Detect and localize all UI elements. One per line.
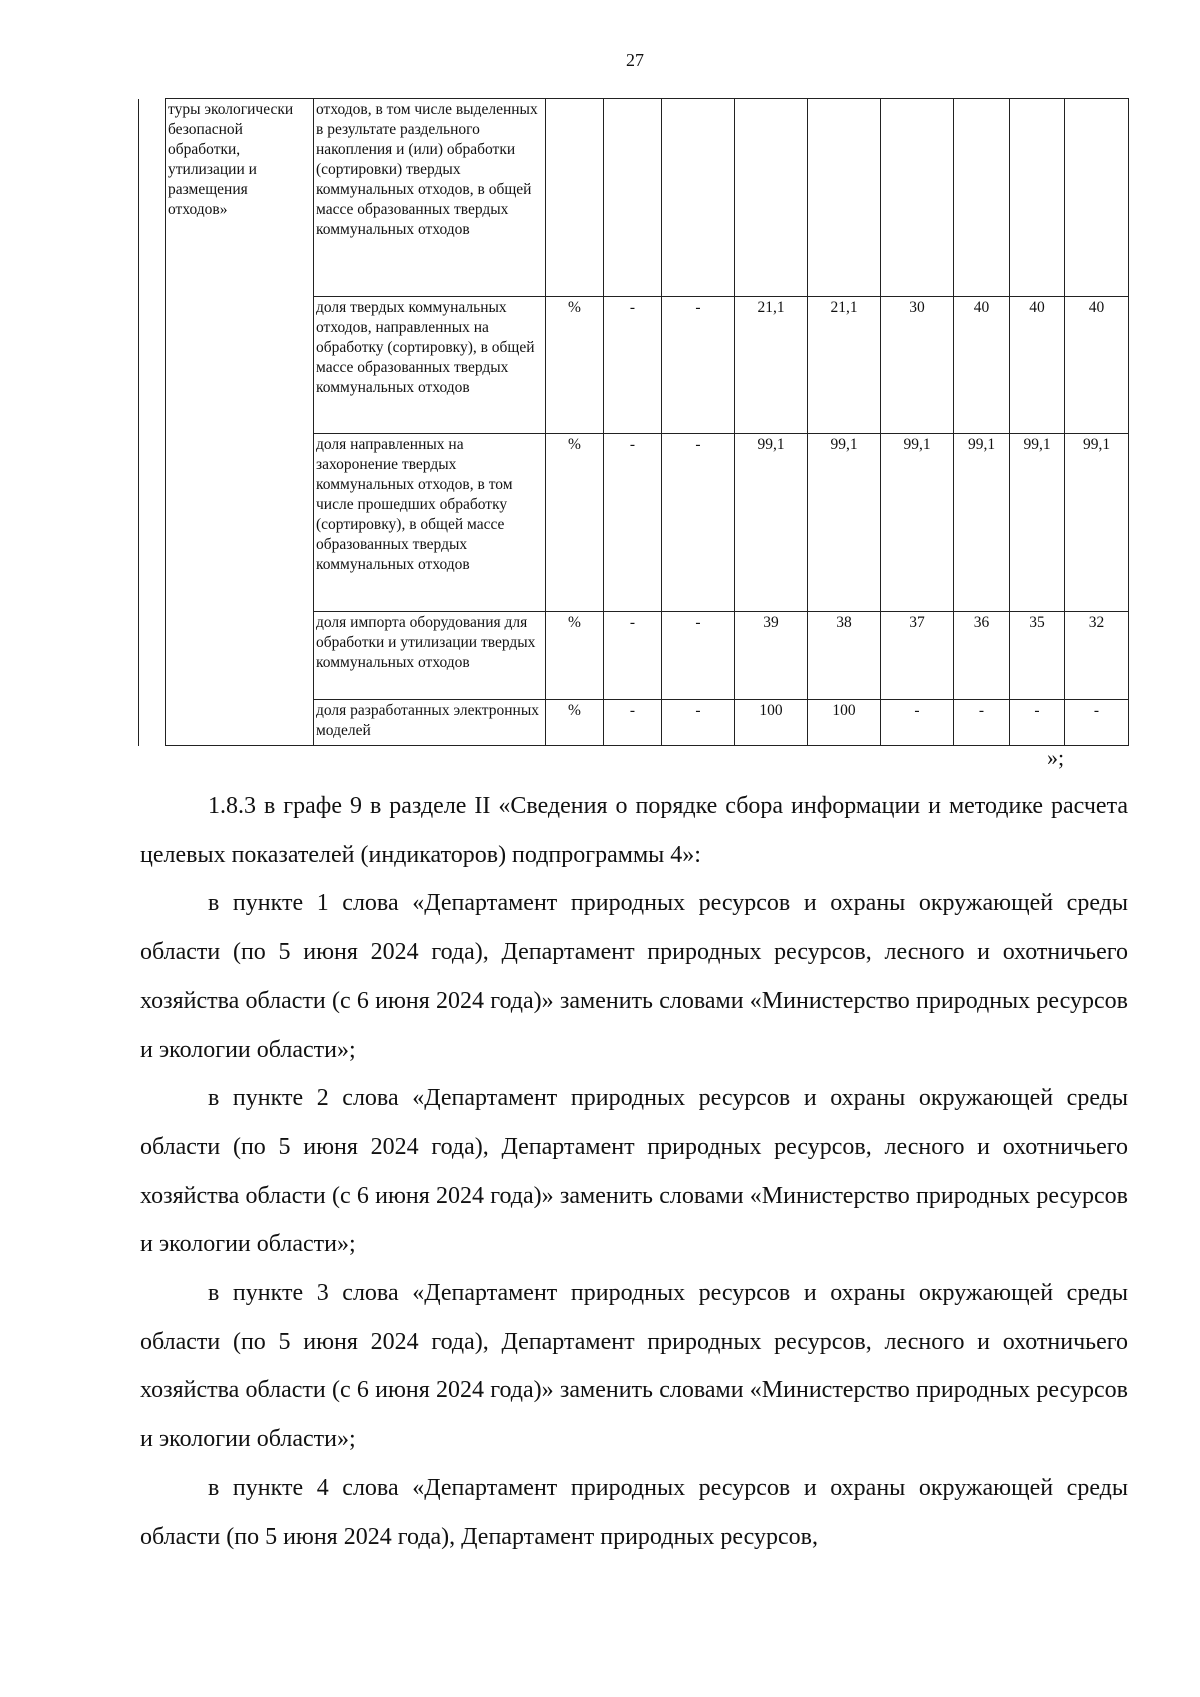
program-cell: туры экологически безопасной обработки, утилизации и размещения отходов» [166, 99, 314, 746]
indicator-value: 99,1 [881, 434, 954, 612]
indicator-value: 21,1 [735, 297, 808, 434]
indicator-value: - [662, 700, 735, 746]
indicators-table [138, 98, 1129, 746]
indicator-value: 39 [735, 612, 808, 700]
indicator-value: - [604, 612, 662, 700]
indicator-value: - [604, 297, 662, 434]
indicator-value: 35 [1010, 612, 1065, 700]
indicators-table-wrap [138, 98, 1128, 746]
indicator-value: 40 [1010, 297, 1065, 434]
indicator-value: 100 [808, 700, 881, 746]
indicator-value: 99,1 [735, 434, 808, 612]
indicator-unit: % [546, 700, 604, 746]
paragraph-item-1: в пункте 1 слова «Департамент природных ресурсов и охраны окружающей среды области (по 5 июня 2024 года), Департамент природных ресурсов, лесного и охотничьего хозяйства области (с 6 июня 2024 года)» заменить словами «Министерство природных ресурсов и экологии области»; [140, 890, 1128, 1063]
indicator-value [881, 99, 954, 297]
indicator-value [735, 99, 808, 297]
indicator-value: 38 [808, 612, 881, 700]
indicator-name: доля разработанных электронных моделей [314, 700, 546, 746]
table-row [139, 99, 1129, 297]
indicator-value: - [662, 434, 735, 612]
indicator-value: - [662, 297, 735, 434]
indicator-value: 32 [1065, 612, 1129, 700]
body-text [140, 782, 1128, 1561]
indicator-value: 99,1 [1010, 434, 1065, 612]
indicator-value [1010, 99, 1065, 297]
indicator-unit [546, 99, 604, 297]
indicator-unit: % [546, 434, 604, 612]
indicator-value: - [604, 700, 662, 746]
indicator-value: 30 [881, 297, 954, 434]
indicator-value [604, 99, 662, 297]
indicator-name: отходов, в том числе выделенных в результате раздельного накопления и (или) обработки (сортировки) твердых коммунальных отходов, в общей массе образованных твердых коммунальных отходов [314, 99, 546, 297]
indicator-unit: % [546, 297, 604, 434]
indicator-value: - [1010, 700, 1065, 746]
indicator-value: - [881, 700, 954, 746]
indicator-value: 36 [954, 612, 1010, 700]
indicator-value: 99,1 [954, 434, 1010, 612]
indicator-value [1065, 99, 1129, 297]
indicator-name: доля твердых коммунальных отходов, направленных на обработку (сортировку), в общей массе образованных твердых коммунальных отходов [314, 297, 546, 434]
paragraph-item-2: в пункте 2 слова «Департамент природных ресурсов и охраны окружающей среды области (по 5 июня 2024 года), Департамент природных ресурсов, лесного и охотничьего хозяйства области (с 6 июня 2024 года)» заменить словами «Министерство природных ресурсов и экологии области»; [140, 1085, 1128, 1258]
indicator-value: 100 [735, 700, 808, 746]
indicator-unit: % [546, 612, 604, 700]
indicator-value: 21,1 [808, 297, 881, 434]
indicator-value: - [662, 612, 735, 700]
page-number: 27 [626, 50, 644, 70]
blank-first-column [139, 99, 166, 746]
paragraph-item-4: в пункте 4 слова «Департамент природных ресурсов и охраны окружающей среды области (по 5 июня 2024 года), Департамент природных ресурсов, [140, 1474, 1128, 1550]
paragraph-item-3: в пункте 3 слова «Департамент природных ресурсов и охраны окружающей среды области (по 5 июня 2024 года), Департамент природных ресурсов, лесного и охотничьего хозяйства области (с 6 июня 2024 года)» заменить словами «Министерство природных ресурсов и экологии области»; [140, 1280, 1128, 1453]
indicator-value: 99,1 [1065, 434, 1129, 612]
indicator-value [954, 99, 1010, 297]
indicator-value: 40 [954, 297, 1010, 434]
indicator-name: доля импорта оборудования для обработки и утилизации твердых коммунальных отходов [314, 612, 546, 700]
indicator-value: - [1065, 700, 1129, 746]
indicator-value [808, 99, 881, 297]
indicator-value: 99,1 [808, 434, 881, 612]
indicator-value: - [604, 434, 662, 612]
closing-quote: »; [1047, 745, 1065, 770]
indicator-value: - [954, 700, 1010, 746]
indicator-name: доля направленных на захоронение твердых коммунальных отходов, в том числе прошедших обработку (сортировку), в общей массе образованных твердых коммунальных отходов [314, 434, 546, 612]
indicator-value [662, 99, 735, 297]
indicator-value: 37 [881, 612, 954, 700]
paragraph-section-heading: 1.8.3 в графе 9 в разделе II «Сведения о порядке сбора информации и методике расчета целевых показателей (индикаторов) подпрограммы 4»: [140, 793, 1128, 868]
indicator-value: 40 [1065, 297, 1129, 434]
